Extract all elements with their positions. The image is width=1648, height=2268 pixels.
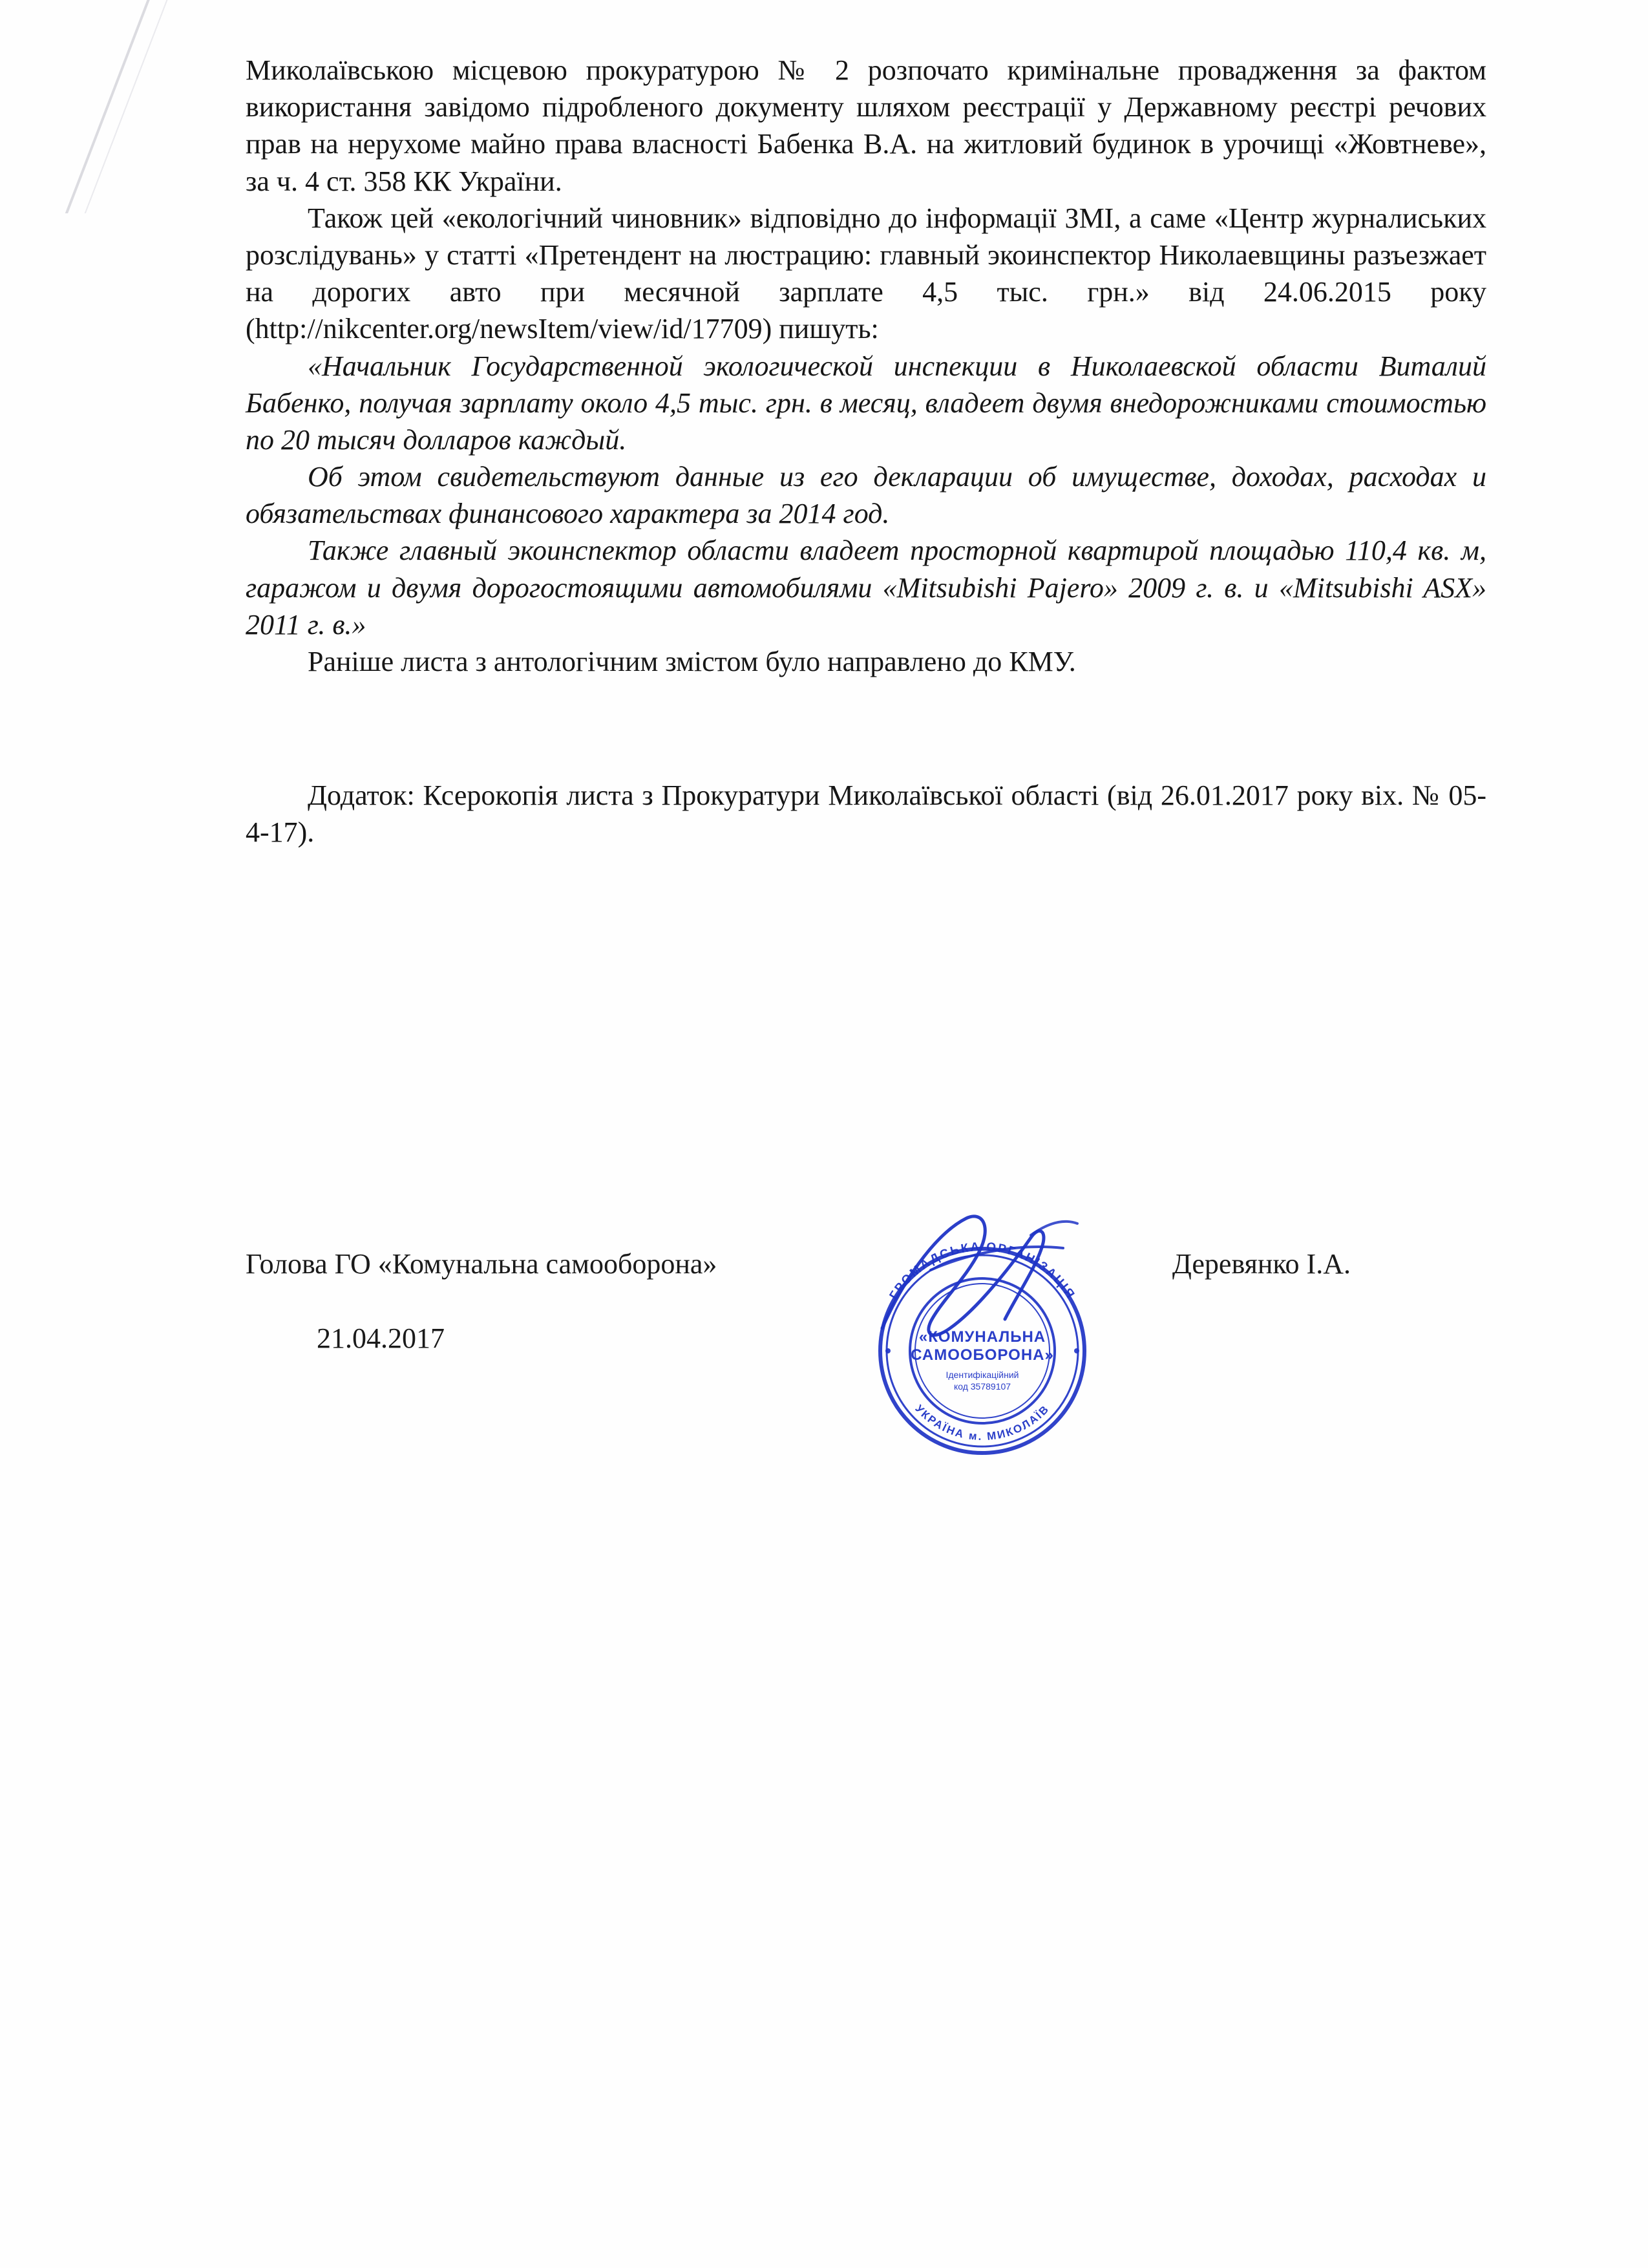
svg-text:код 35789107: код 35789107	[953, 1381, 1011, 1392]
paragraph-6: Раніше листа з антологічним змістом було направлено до КМУ.	[308, 646, 1076, 677]
paragraph-attachment: Додаток: Ксерокопія листа з Прокуратури Миколаївської області (від 26.01.2017 року віх. № 05-4-17).	[246, 779, 1486, 849]
document-body	[246, 52, 1486, 851]
paragraph-5: Также главный экоинспектор области владеет просторной квартирой площадью 110,4 кв. м, гаражом и двумя дорогостоящими автомобилями «Mitsubishi Pajero» 2009 г. в. и «Mitsubishi ASX» 2011 г. в.»	[246, 535, 1486, 641]
paragraph-4: Об этом свидетельствуют данные из его декларации об имуществе, доходах, расходах и обязательствах финансового характера за 2014 год.	[246, 461, 1486, 530]
svg-text:«КОМУНАЛЬНА: «КОМУНАЛЬНА	[918, 1328, 1046, 1346]
paragraph-3: «Начальник Государственной экологической инспекции в Николаевской области Виталий Бабенко, получая зарплату около 4,5 тыс. грн. в месяц, владеет двумя внедорожниками стоимостью по 20 тысяч долларов каждый.	[246, 350, 1486, 456]
svg-text:УКРАЇНА м. МИКОЛАЇВ: УКРАЇНА м. МИКОЛАЇВ	[913, 1402, 1052, 1443]
svg-text:САМООБОРОНА»: САМООБОРОНА»	[911, 1346, 1054, 1364]
paragraph-1: Миколаївською місцевою прокуратурою № 2 розпочато кримінальне провадження за фактом використання завідомо підробленого документу шляхом реєстрації у Державному реєстрі речових прав на нерухоме майно права власності Бабенка В.А. на житловий будинок в урочищі «Жовтневе», за ч. 4 ст. 358 КК України.	[246, 54, 1486, 197]
svg-text:Ідентифікаційний: Ідентифікаційний	[945, 1370, 1019, 1380]
scan-fold-artifact	[0, 0, 207, 213]
signatory-name: Деревянко І.А.	[1172, 1248, 1351, 1280]
paragraph-2: Також цей «екологічний чиновник» відповідно до інформації ЗМІ, а саме «Центр журналиських розслідувань» у статті «Претендент на люстрацию: главный экоинспектор Николаевщины разъезжает на дорогих авто при месячной зарплате 4,5 тыс. грн.» від 24.06.2015 року (http://nikcenter.org/newsItem/view/id/17709) пишуть:	[246, 202, 1486, 345]
signatory-role: Голова ГО «Комунальна самооборона»	[246, 1248, 717, 1280]
signature-line	[246, 1247, 1486, 1280]
svg-text:ГРОМАДСЬКА ОРГАНІЗАЦІЯ: ГРОМАДСЬКА ОРГАНІЗАЦІЯ	[887, 1240, 1078, 1302]
signature-date: 21.04.2017	[317, 1322, 445, 1354]
